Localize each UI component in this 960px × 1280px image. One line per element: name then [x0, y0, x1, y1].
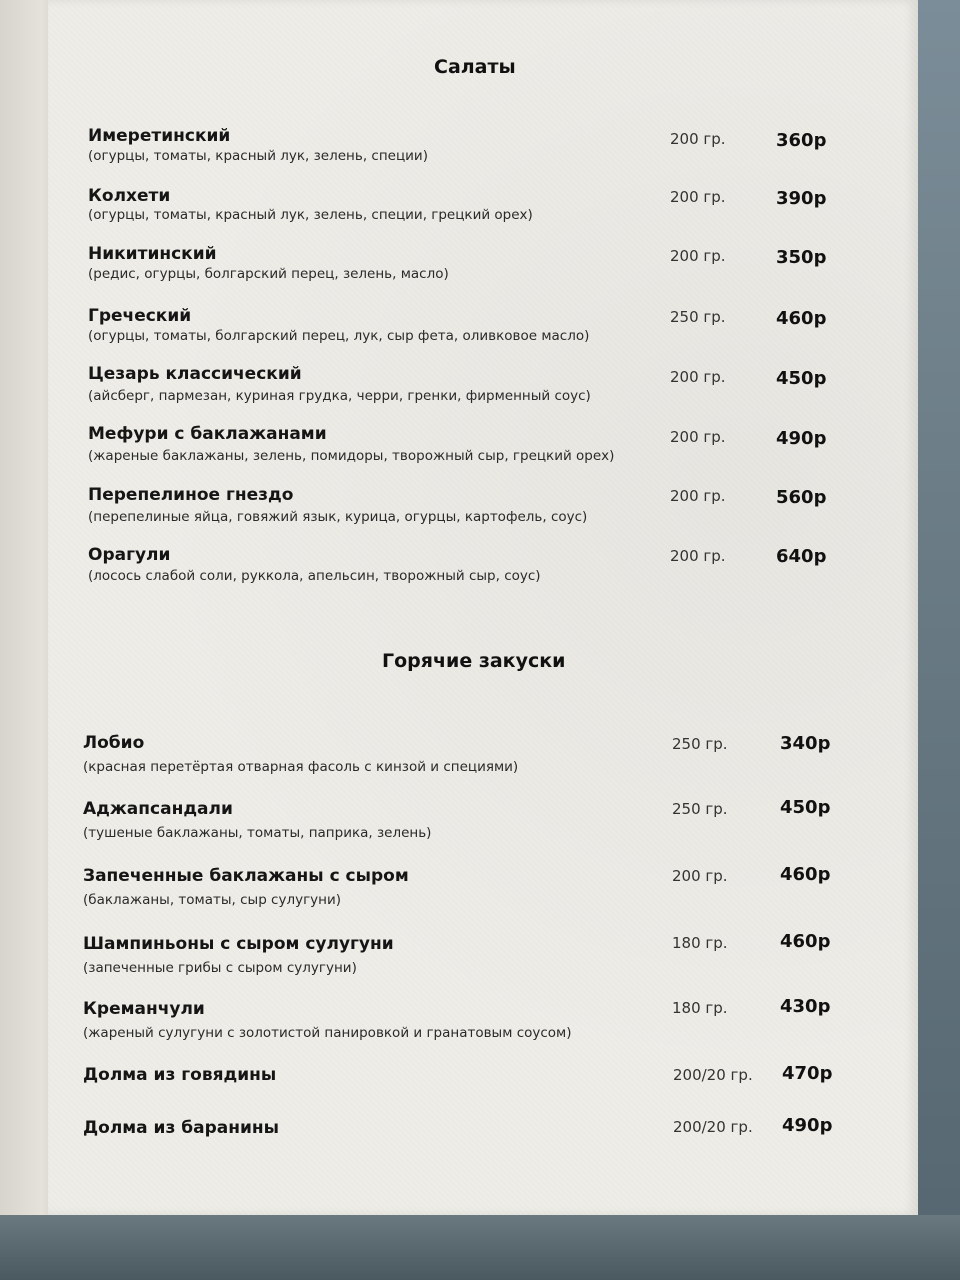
menu-item-price: 350р: [776, 247, 827, 268]
menu-item-desc: (жареные баклажаны, зелень, помидоры, творожный сыр, грецкий орех): [88, 448, 615, 464]
menu-item-name: Аджапсандали: [83, 799, 233, 819]
menu-item-desc: (баклажаны, томаты, сыр сулугуни): [83, 892, 342, 908]
menu-item-price: 460р: [780, 931, 831, 952]
menu-item-weight: 200/20 гр.: [673, 1118, 753, 1136]
menu-item-price: 340р: [780, 733, 831, 754]
menu-item-desc: (жареный сулугуни с золотистой панировкой и гранатовым соусом): [83, 1025, 572, 1041]
menu-item-price: 490р: [782, 1115, 833, 1136]
menu-item-desc: (перепелиные яйца, говяжий язык, курица, огурцы, картофель, соус): [88, 509, 588, 525]
menu-item-weight: 250 гр.: [672, 735, 728, 753]
menu-item-price: 360р: [776, 130, 827, 151]
menu-page: [48, 0, 918, 1215]
menu-item-name: Долма из баранины: [83, 1118, 280, 1138]
menu-item-desc: (лосось слабой соли, руккола, апельсин, творожный сыр, соус): [88, 568, 541, 584]
menu-item-weight: 200 гр.: [670, 188, 726, 206]
menu-item-price: 450р: [780, 797, 831, 818]
menu-item-weight: 200 гр.: [670, 487, 726, 505]
menu-item-weight: 200 гр.: [670, 368, 726, 386]
menu-item-weight: 200 гр.: [670, 247, 726, 265]
menu-item-name: Греческий: [88, 306, 192, 326]
menu-item-name: Орагули: [88, 545, 171, 565]
menu-item-price: 560р: [776, 487, 827, 508]
menu-item-weight: 200 гр.: [670, 428, 726, 446]
menu-item-price: 390р: [776, 188, 827, 209]
menu-item-name: Имеретинский: [88, 126, 231, 146]
menu-item-desc: (огурцы, томаты, красный лук, зелень, специи): [88, 148, 428, 164]
menu-item-desc: (запеченные грибы с сыром сулугуни): [83, 960, 357, 976]
menu-item-price: 430р: [780, 996, 831, 1017]
menu-item-desc: (айсберг, пармезан, куриная грудка, черри, гренки, фирменный соус): [88, 388, 591, 404]
menu-item-name: Перепелиное гнездо: [88, 485, 294, 505]
menu-item-weight: 200 гр.: [672, 867, 728, 885]
menu-item-weight: 180 гр.: [672, 934, 728, 952]
menu-item-desc: (красная перетёртая отварная фасоль с кинзой и специями): [83, 759, 519, 775]
menu-item-name: Колхети: [88, 186, 171, 206]
menu-item-price: 640р: [776, 546, 827, 567]
menu-item-price: 490р: [776, 428, 827, 449]
menu-item-weight: 180 гр.: [672, 999, 728, 1017]
menu-item-desc: (огурцы, томаты, красный лук, зелень, специи, грецкий орех): [88, 207, 533, 223]
menu-item-name: Лобио: [83, 733, 145, 753]
table-surface: [915, 0, 960, 1280]
menu-item-desc: (тушеные баклажаны, томаты, паприка, зелень): [83, 825, 432, 841]
menu-item-name: Креманчули: [83, 999, 205, 1019]
menu-item-price: 450р: [776, 368, 827, 389]
menu-item-price: 460р: [780, 864, 831, 885]
menu-item-name: Мефури с баклажанами: [88, 424, 327, 444]
section-title-salads: Салаты: [434, 56, 516, 78]
section-title-hot-appetizers: Горячие закуски: [382, 650, 566, 672]
menu-item-desc: (редис, огурцы, болгарский перец, зелень, масло): [88, 266, 449, 282]
menu-item-name: Никитинский: [88, 244, 217, 264]
menu-item-name: Цезарь классический: [88, 364, 302, 384]
menu-item-name: Долма из говядины: [83, 1065, 277, 1085]
menu-item-price: 470р: [782, 1063, 833, 1084]
menu-item-weight: 200/20 гр.: [673, 1066, 753, 1084]
menu-item-weight: 250 гр.: [670, 308, 726, 326]
table-surface-bottom: [0, 1215, 960, 1280]
menu-item-price: 460р: [776, 308, 827, 329]
menu-item-desc: (огурцы, томаты, болгарский перец, лук, сыр фета, оливковое масло): [88, 328, 590, 344]
menu-item-weight: 200 гр.: [670, 130, 726, 148]
menu-item-weight: 200 гр.: [670, 547, 726, 565]
menu-item-name: Запеченные баклажаны с сыром: [83, 866, 409, 886]
menu-item-name: Шампиньоны с сыром сулугуни: [83, 934, 394, 954]
menu-item-weight: 250 гр.: [672, 800, 728, 818]
